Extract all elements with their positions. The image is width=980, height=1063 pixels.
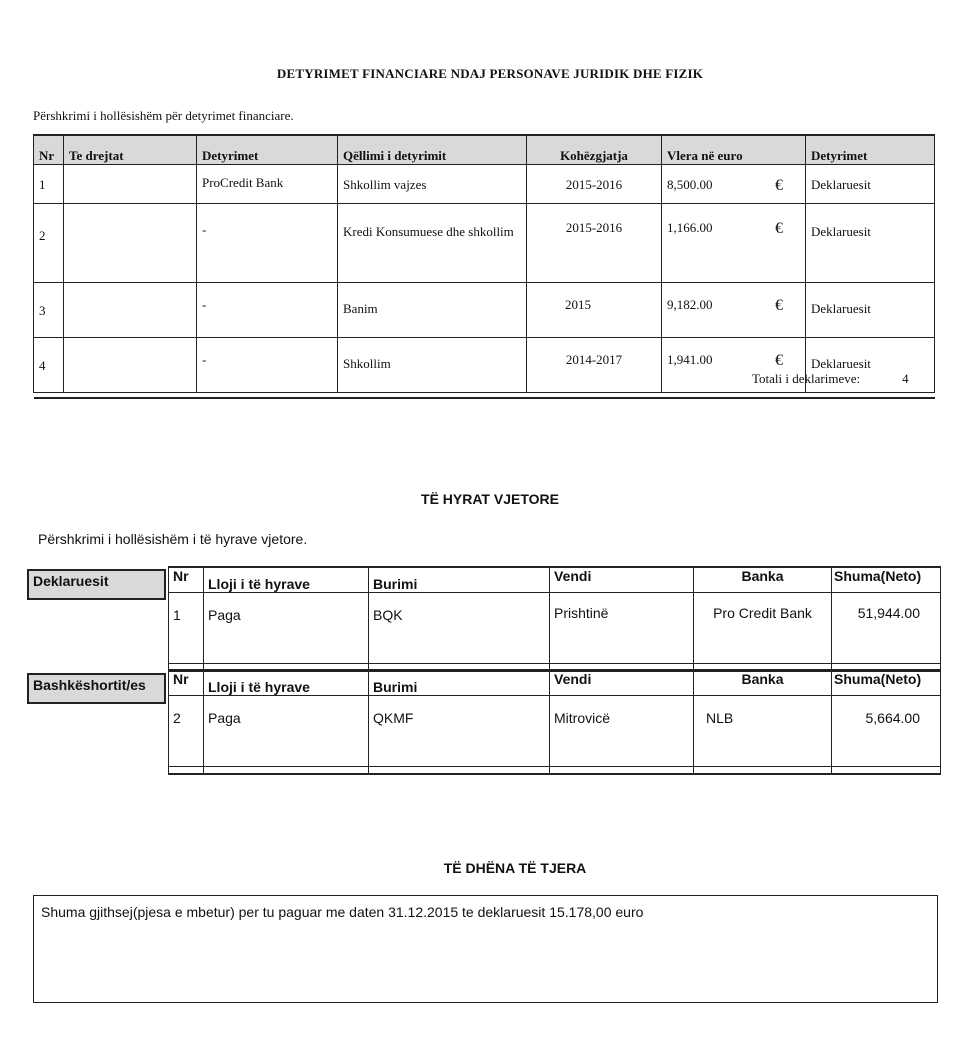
row-vlera — [662, 165, 806, 204]
row-nr: 1 — [34, 165, 64, 204]
income-header-row — [169, 670, 941, 696]
declarant-income-table — [168, 566, 941, 672]
row-detyrimet: - — [197, 338, 338, 393]
euro-icon: € — [775, 220, 783, 237]
row-burimi: BQK — [369, 593, 550, 664]
euro-icon: € — [775, 297, 783, 314]
table-row — [169, 696, 941, 767]
row-detyrimet: - — [197, 283, 338, 338]
header-lloji: Lloji i të hyrave — [204, 670, 369, 696]
row-detyrimet: ProCredit Bank — [197, 165, 338, 204]
row-te-drejtat — [64, 204, 197, 283]
row-kohezgjatja: 2015-2016 — [527, 165, 662, 204]
row-deklaruesi: Deklaruesit — [806, 338, 935, 393]
row-nr: 2 — [169, 696, 204, 767]
row-te-drejtat — [64, 338, 197, 393]
header-burimi: Burimi — [369, 670, 550, 696]
spouse-label: Bashkëshortit/es — [27, 673, 166, 704]
row-qellimi: Shkollim — [338, 338, 527, 393]
row-vlera-amount: 1,941.00 — [667, 352, 713, 367]
row-nr: 2 — [34, 204, 64, 283]
liabilities-description: Përshkrimi i hollësishëm për detyrimet financiare. — [33, 108, 294, 123]
row-te-drejtat — [64, 283, 197, 338]
header-burimi: Burimi — [369, 567, 550, 593]
header-nr: Nr — [169, 567, 204, 593]
row-deklaruesi: Deklaruesit — [806, 283, 935, 338]
row-vlera — [662, 283, 806, 338]
row-vlera-amount: 9,182.00 — [667, 297, 713, 312]
row-shuma: 5,664.00 — [832, 696, 941, 767]
row-lloji: Paga — [204, 696, 369, 767]
table-row — [34, 283, 935, 338]
euro-icon: € — [775, 352, 783, 369]
liabilities-header-row — [34, 135, 935, 165]
liabilities-footer-rule — [34, 393, 935, 399]
header-lloji: Lloji i të hyrave — [204, 567, 369, 593]
header-kohezgjatja: Kohëzgjatja — [527, 135, 662, 165]
row-deklaruesi: Deklaruesit — [806, 165, 935, 204]
header-nr: Nr — [169, 670, 204, 696]
header-deklaruesi: Detyrimet — [806, 135, 935, 165]
header-nr: Nr — [34, 135, 64, 165]
row-qellimi: Banim — [338, 283, 527, 338]
header-banka: Banka — [694, 567, 832, 593]
table-row — [34, 165, 935, 204]
header-detyrimet: Detyrimet — [197, 135, 338, 165]
liabilities-table — [33, 134, 935, 399]
row-nr: 3 — [34, 283, 64, 338]
row-qellimi: Kredi Konsumuese dhe shkollim — [338, 204, 527, 283]
total-value: 4 — [902, 371, 909, 386]
row-shuma: 51,944.00 — [832, 593, 941, 664]
row-banka: NLB — [694, 696, 832, 767]
liabilities-total — [752, 371, 909, 387]
income-description: Përshkrimi i hollësishëm i të hyrave vjetore. — [38, 531, 308, 547]
row-kohezgjatja: 2015-2016 — [527, 204, 662, 283]
header-qellimi: Qëllimi i detyrimit — [338, 135, 527, 165]
row-qellimi: Shkollim vajzes — [338, 165, 527, 204]
total-label: Totali i deklarimeve: — [752, 371, 861, 386]
row-vlera — [662, 204, 806, 283]
other-data-title: TË DHËNA TË TJERA — [443, 860, 587, 876]
euro-icon: € — [775, 177, 783, 194]
row-vendi: Mitrovicë — [550, 696, 694, 767]
income-title: TË HYRAT VJETORE — [421, 491, 559, 507]
table-row — [34, 204, 935, 283]
table-row — [169, 593, 941, 664]
row-kohezgjatja: 2014-2017 — [527, 338, 662, 393]
row-vlera-amount: 8,500.00 — [667, 177, 713, 192]
row-te-drejtat — [64, 165, 197, 204]
row-nr: 1 — [169, 593, 204, 664]
row-kohezgjatja: 2015 — [527, 283, 662, 338]
row-banka: Pro Credit Bank — [694, 593, 832, 664]
row-nr: 4 — [34, 338, 64, 393]
income-header-row — [169, 567, 941, 593]
row-burimi: QKMF — [369, 696, 550, 767]
declarant-label: Deklaruesit — [27, 569, 166, 600]
row-vlera-amount: 1,166.00 — [667, 220, 713, 235]
row-detyrimet: - — [197, 204, 338, 283]
other-data-box — [33, 895, 938, 1003]
header-vendi: Vendi — [550, 567, 694, 593]
header-shuma: Shuma(Neto) — [832, 670, 941, 696]
header-shuma: Shuma(Neto) — [832, 567, 941, 593]
income-footer-rule — [169, 767, 941, 775]
row-vendi: Prishtinë — [550, 593, 694, 664]
other-data-text: Shuma gjithsej(pjesa e mbetur) per tu paguar me daten 31.12.2015 te deklaruesit 15.178,00 euro — [41, 904, 644, 920]
header-banka: Banka — [694, 670, 832, 696]
header-vendi: Vendi — [550, 670, 694, 696]
header-te-drejtat: Te drejtat — [64, 135, 197, 165]
header-vlera: Vlera në euro — [662, 135, 806, 165]
row-lloji: Paga — [204, 593, 369, 664]
liabilities-title: DETYRIMET FINANCIARE NDAJ PERSONAVE JURIDIK DHE FIZIK — [276, 66, 704, 81]
spouse-income-table — [168, 669, 941, 775]
row-deklaruesi: Deklaruesit — [806, 204, 935, 283]
